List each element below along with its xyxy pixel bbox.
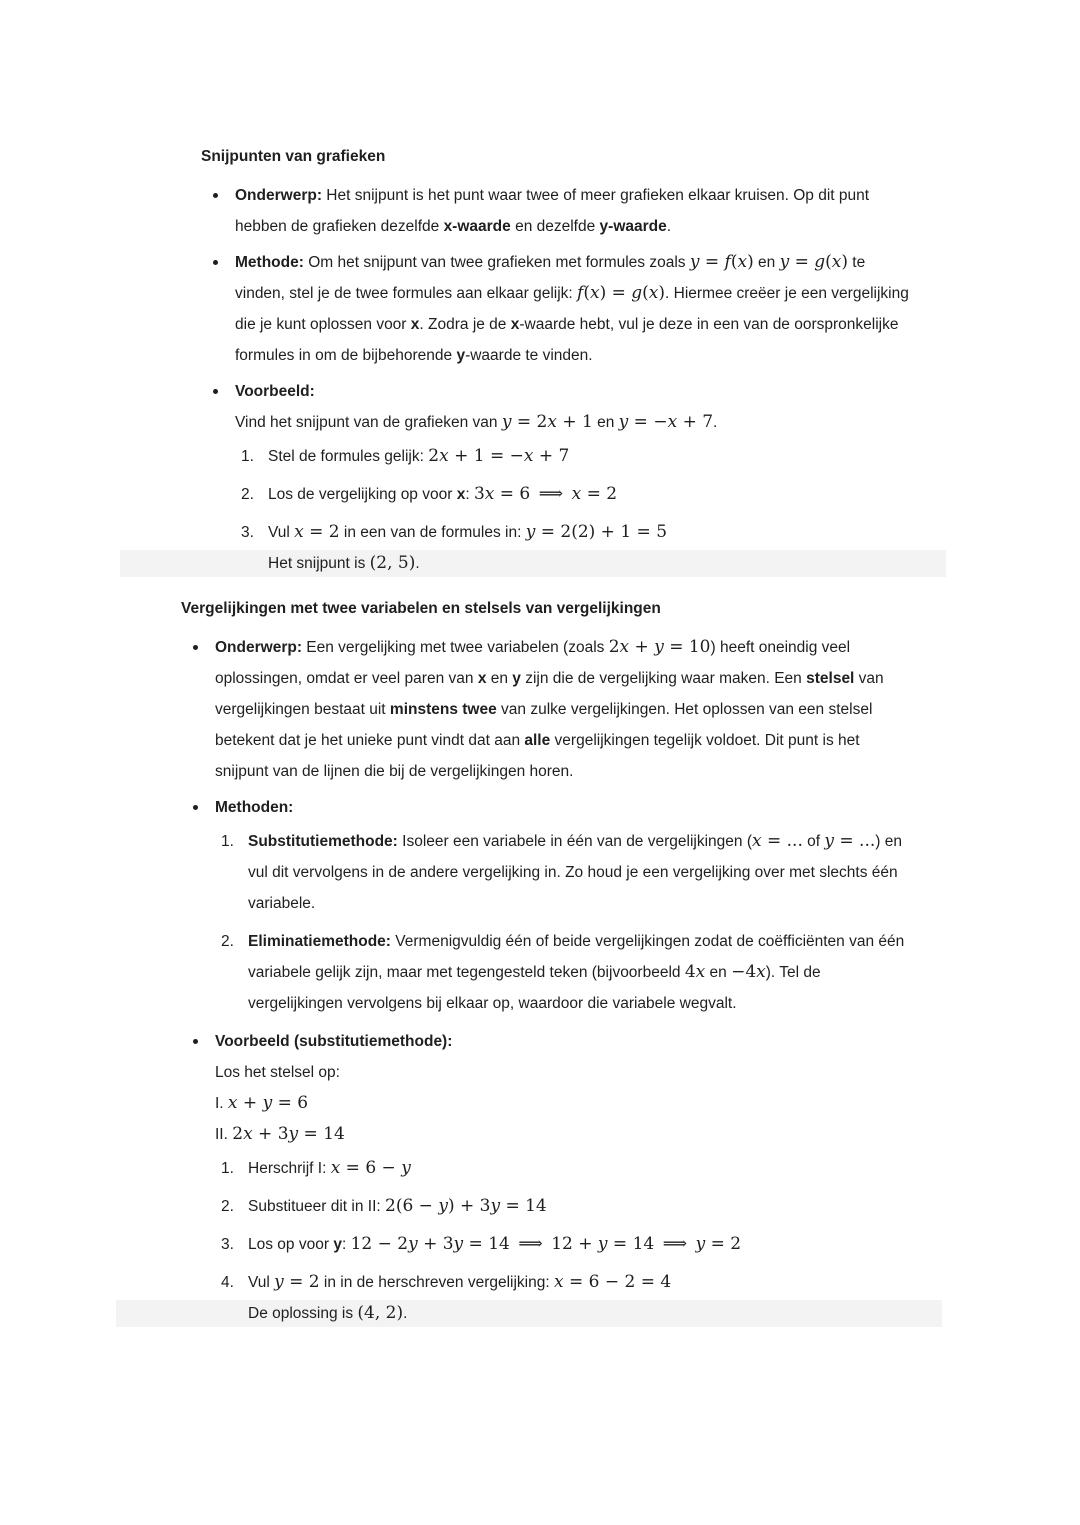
bullet-methoden [181,792,917,1019]
step-number: 1. [221,1160,234,1177]
numbered-methods [215,826,917,1019]
numbered-steps [235,441,917,579]
bullet-marker [213,389,218,394]
example-result: De oplossing is (4, 2). [248,1298,917,1329]
step-number: 2. [241,486,254,503]
bullet-voorbeeld [201,376,917,579]
bullet-marker [193,645,198,650]
step-text: Herschrijf I: x = 6 − y [248,1158,411,1178]
step-text: Vul y = 2 in in de herschreven vergelijking: x = 6 − 2 = 4 [248,1272,672,1292]
step-1 [215,1153,917,1184]
bullet-marker [193,1039,198,1044]
paragraph: Methode: Om het snijpunt van twee grafieken met formules zoals y = f(x) en y = g(x) te vinden, stel je de twee formules aan elkaar gelijk: f(x) = g(x). Hiermee creëer je een vergelijking die je kunt oplossen voor x. Zodra je de x-waarde hebt, vul je deze in een van de oorspronkelijke formules in om de bijbehorende y-waarde te vinden. [235,252,909,364]
equation-I: I. x + y = 6 [215,1093,309,1113]
methods-label: Methoden: [215,799,294,816]
numbered-steps [215,1153,917,1329]
paragraph: Onderwerp: Een vergelijking met twee variabelen (zoals 2x + y = 10) heeft oneindig veel oplossingen, omdat er veel paren van x en y zijn die de vergelijking waar maken. Een stelsel van vergelijkingen bestaat uit minstens twee van zulke vergelijkingen. Het oplossen van een stelsel betekent dat je het unieke punt vindt dat aan alle vergelijkingen tegelijk voldoet. Dit punt is het snijpunt van de lijnen die bij de vergelijkingen horen. [215,637,884,780]
step-3 [215,1229,917,1260]
section-title: Vergelijkingen met twee variabelen en stelsels van vergelijkingen [181,600,661,617]
bullet-voorbeeld-substitutie [181,1026,917,1329]
method-text: Substitutiemethode: Isoleer een variabele in één van de vergelijkingen (x = ... of y = ...) en vul dit vervolgens in de andere vergelijking in. Zo houd je een vergelijking over met slechts één variabele. [248,831,902,912]
example-result: Het snijpunt is (2, 5). [268,548,917,579]
system-intro: Los het stelsel op: [215,1064,340,1081]
paragraph: Onderwerp: Het snijpunt is het punt waar twee of meer grafieken elkaar kruisen. Op dit punt hebben de grafieken dezelfde x-waarde en dezelfde y-waarde. [235,187,870,235]
bullet-onderwerp [181,632,917,787]
step-number: 2. [221,933,234,950]
step-2 [215,1191,917,1222]
method-1 [215,826,917,919]
example-label: Voorbeeld (substitutiemethode): [215,1033,453,1050]
method-text: Eliminatiemethode: Vermenigvuldig één of beide vergelijkingen zodat de coëfficiënten van één variabele gelijk zijn, maar met tegengesteld teken (bijvoorbeeld 4x en −4x). Tel de vergelijkingen vervolgens bij elkaar op, waardoor die variabele wegvalt. [248,933,905,1012]
step-text: Substitueer dit in II: 2(6 − y) + 3y = 14 [248,1196,547,1216]
bullet-marker [213,260,218,265]
bullet-marker [193,805,198,810]
step-number: 4. [221,1274,234,1291]
example-intro: Vind het snijpunt van de grafieken van y = 2x + 1 en y = −x + 7. [235,412,718,432]
bullet-marker [213,193,218,198]
method-2 [215,926,917,1019]
step-4 [215,1267,917,1329]
step-text: Vul x = 2 in een van de formules in: y = 2(2) + 1 = 5 [268,522,668,542]
step-text: Los de vergelijking op voor x: 3x = 6 ⟹ x = 2 [268,484,618,504]
step-number: 1. [221,833,234,850]
step-number: 3. [221,1236,234,1253]
step-number: 3. [241,524,254,541]
section-stelsels [181,599,917,1329]
equation-II: II. 2x + 3y = 14 [215,1124,345,1144]
step-1 [235,441,917,472]
step-text: Los op voor y: 12 − 2y + 3y = 14 ⟹ 12 + y = 14 ⟹ y = 2 [248,1234,742,1254]
step-text: Stel de formules gelijk: 2x + 1 = −x + 7 [268,446,570,466]
step-3 [235,517,917,579]
bullet-methode [201,247,917,371]
step-2 [235,479,917,510]
example-label: Voorbeeld: [235,383,315,400]
step-number: 1. [241,448,254,465]
section-title: Snijpunten van grafieken [201,148,386,165]
section-snijpunten [201,147,917,579]
step-number: 2. [221,1198,234,1215]
bullet-onderwerp [201,180,917,242]
